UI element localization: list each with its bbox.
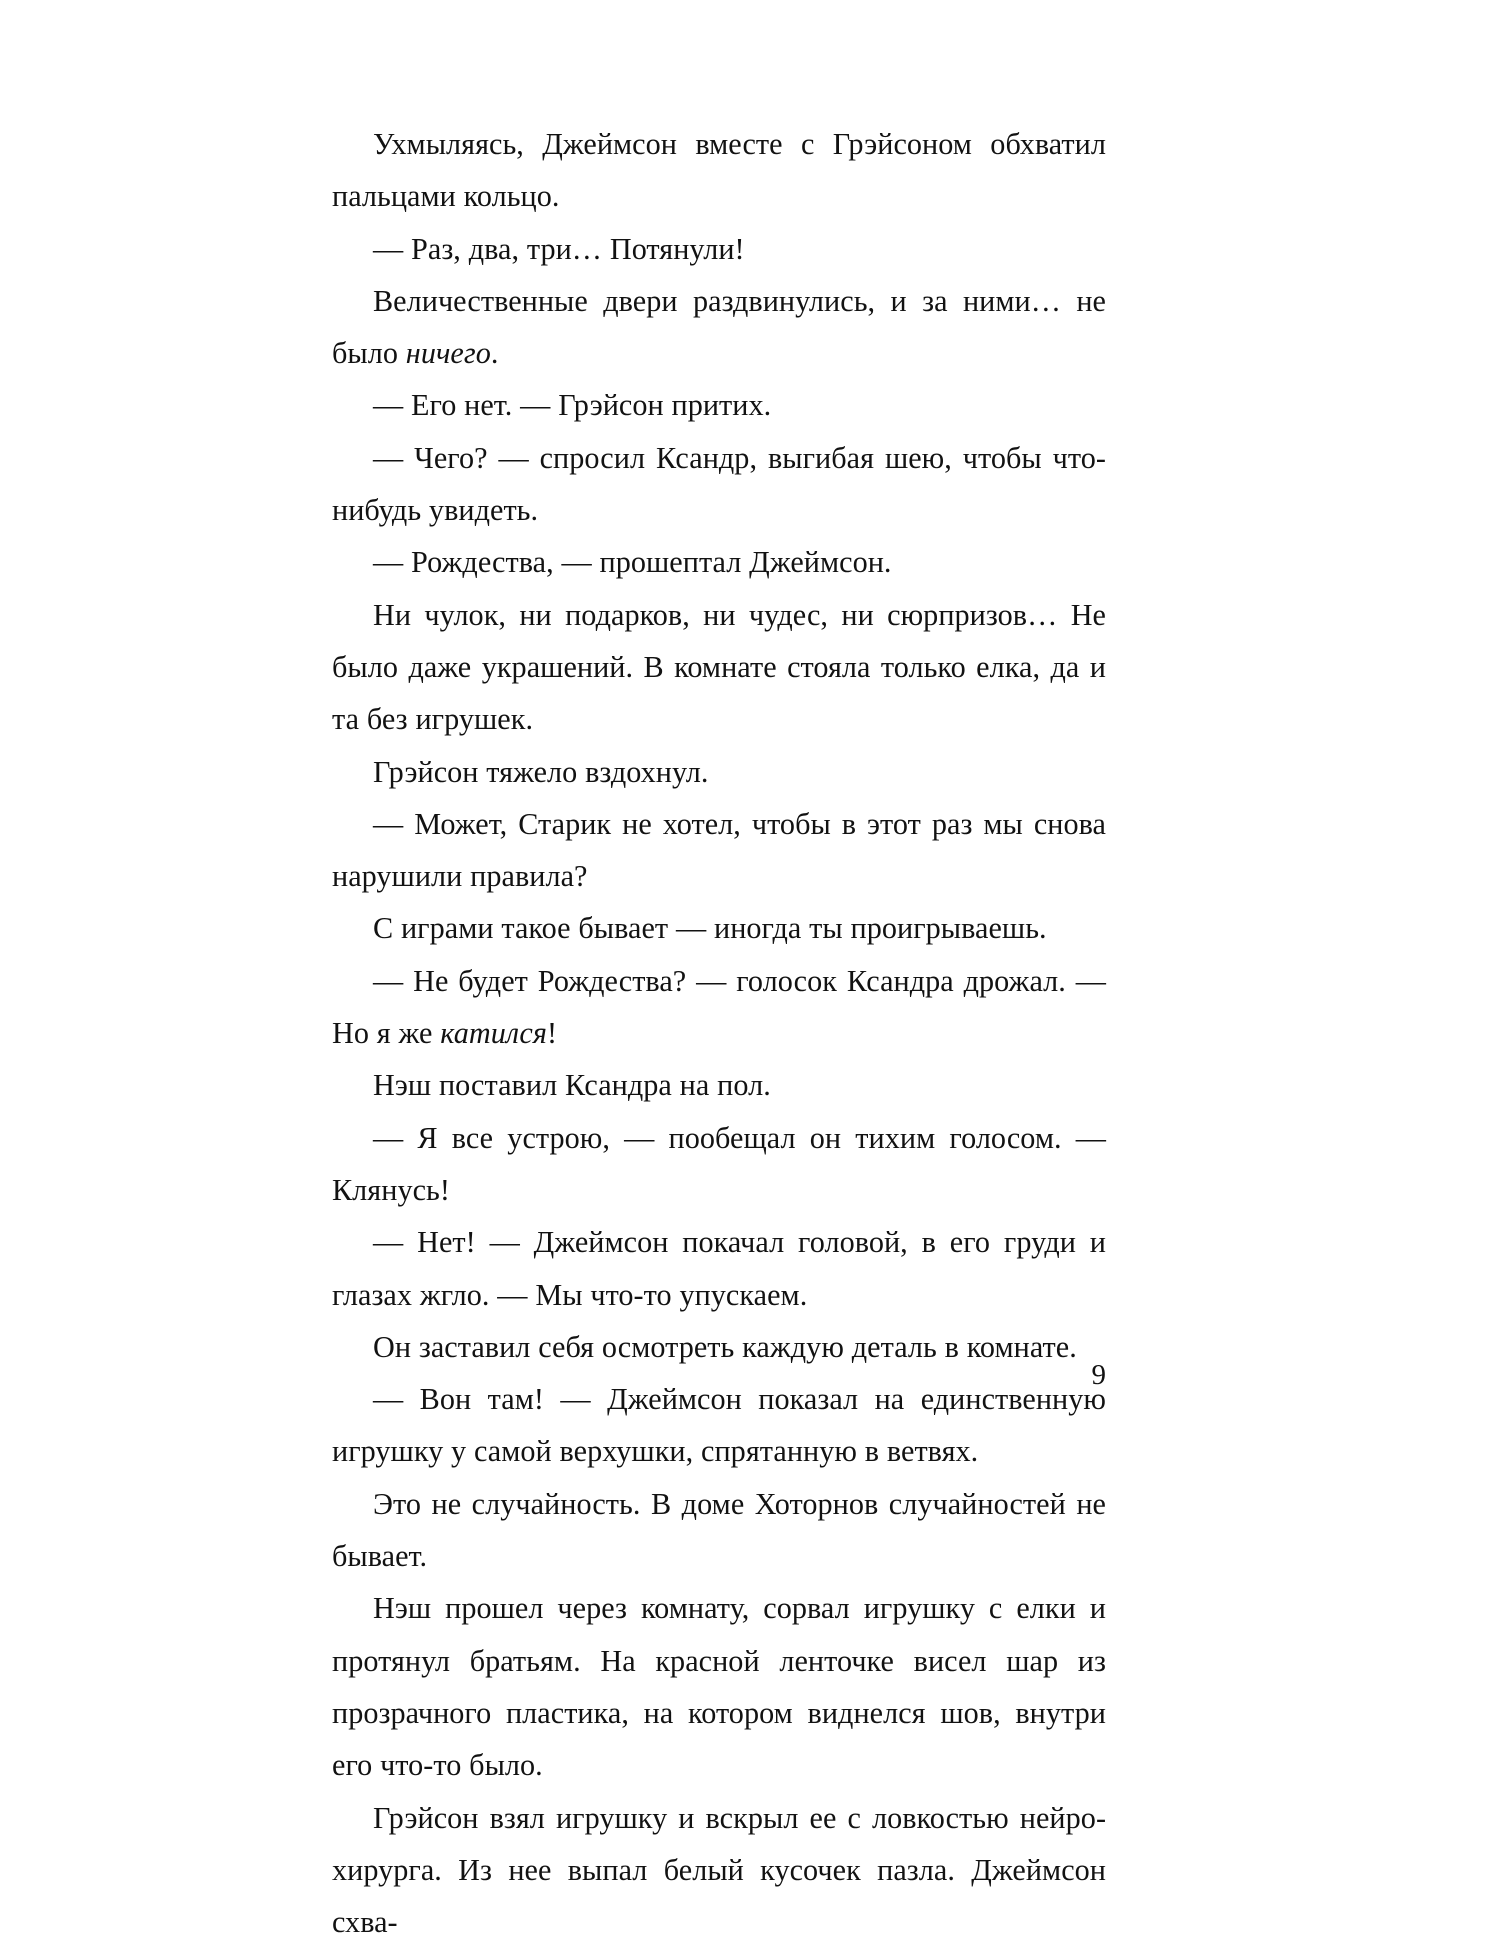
paragraph: Грэйсон тяжело вздохнул. — [332, 746, 1106, 798]
paragraph: Нэш поставил Ксандра на пол. — [332, 1059, 1106, 1111]
paragraph-text-suffix: . — [491, 336, 499, 370]
paragraph: Ухмыляясь, Джеймсон вместе с Грэйсоном обхватил пальцами кольцо. — [332, 118, 1106, 223]
paragraph-dialogue: — Раз, два, три… Потянули! — [332, 223, 1106, 275]
paragraph: Грэйсон взял игрушку и вскрыл ее с ловкостью нейрохирурга. Из нее выпал белый кусочек пазла. Джеймсон схва- — [332, 1792, 1106, 1948]
paragraph-text-suffix: ! — [547, 1016, 557, 1050]
paragraph-dialogue: — Вон там! — Джеймсон показал на единственную игрушку у самой верхушки, спрятанную в ветвях. — [332, 1373, 1106, 1478]
italic-emphasis: ничего — [406, 336, 491, 370]
body-text-column — [332, 118, 1106, 1948]
paragraph-dialogue: — Я все устрою, — пообещал он тихим голосом. — Клянусь! — [332, 1112, 1106, 1217]
paragraph-text-prefix: Величественные двери раздвинулись, и за ними… не было — [332, 284, 1106, 370]
paragraph-with-italic — [332, 955, 1106, 1060]
paragraph-with-italic — [332, 275, 1106, 380]
paragraph-dialogue: — Его нет. — Грэйсон притих. — [332, 379, 1106, 431]
page-number: 9 — [332, 1356, 1106, 1394]
italic-emphasis: катился — [440, 1016, 547, 1050]
paragraph: Он заставил себя осмотреть каждую деталь в комнате. — [332, 1321, 1106, 1373]
paragraph: Нэш прошел через комнату, сорвал игрушку с елки и протянул братьям. На красной ленточке висел шар из прозрачного пластика, на котором виднелся шов, внутри его что-то было. — [332, 1582, 1106, 1791]
paragraph-text-prefix: — Не будет Рождества? — голосок Ксандра дрожал. — Но я же — [332, 964, 1106, 1050]
paragraph: Это не случайность. В доме Хоторнов случайностей не бывает. — [332, 1478, 1106, 1583]
paragraph-dialogue: — Чего? — спросил Ксандр, выгибая шею, чтобы что-нибудь увидеть. — [332, 432, 1106, 537]
paragraph: Ни чулок, ни подарков, ни чудес, ни сюрпризов… Не было даже украшений. В комнате стояла только елка, да и та без игрушек. — [332, 589, 1106, 746]
paragraph-dialogue: — Может, Старик не хотел, чтобы в этот раз мы снова нарушили правила? — [332, 798, 1106, 903]
paragraph-dialogue: — Рождества, — прошептал Джеймсон. — [332, 536, 1106, 588]
paragraph-dialogue: — Нет! — Джеймсон покачал головой, в его груди и глазах жгло. — Мы что-то упускаем. — [332, 1216, 1106, 1321]
paragraph: С играми такое бывает — иногда ты проигрываешь. — [332, 902, 1106, 954]
